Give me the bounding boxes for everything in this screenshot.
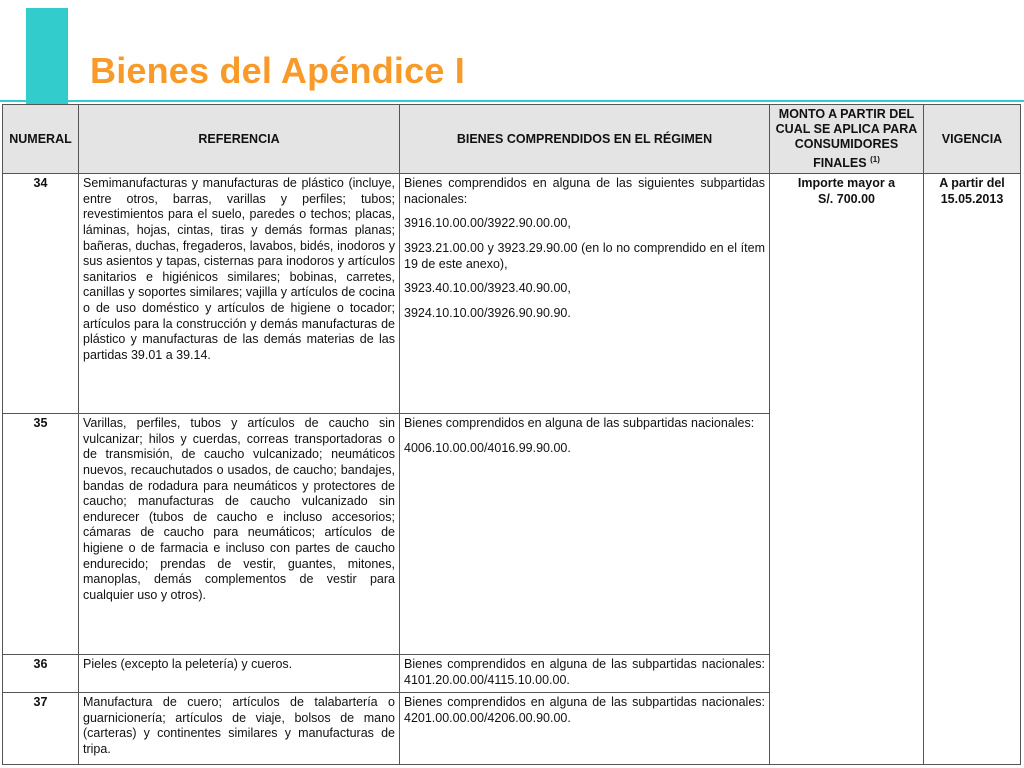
cell-bienes <box>400 174 770 414</box>
slide-title: Bienes del Apéndice I <box>90 50 465 91</box>
bienes-line: 4006.10.00.00/4016.99.90.00. <box>404 440 571 455</box>
table-row-34 <box>3 174 1021 414</box>
monto-line: S/. 700.00 <box>818 191 875 206</box>
header-vigencia: VIGENCIA <box>924 105 1021 174</box>
cell-referencia: Varillas, perfiles, tubos y artículos de caucho sin vulcanizar; hilos y cuerdas, correas transportadoras o de transmisión, de caucho vulcanizado; neumáticos nuevos, recauchutados o usados, de caucho; bandajes, bandas de rodadura para neumáticos y protectores de caucho; manufacturas de caucho vulcanizado sin endurecer (tubos de caucho e incluso accesorios; cámaras de caucho para neumáticos; artículos de higiene o de farmacia e incluso con partes de caucho endurecido; prendas de vestir, guantes, mitones, manoplas, demás complementos de vestir para cualquier uso y otros). <box>79 414 400 655</box>
cell-referencia: Semimanufacturas y manufacturas de plástico (incluye, entre otros, barras, varillas y perfiles; tubos; revestimientos para el suelo, paredes o techos; placas, láminas, hojas, cintas, tiras y demás formas planas; bañeras, duchas, fregaderos, lavabos, bidés, inodoros y sus asientos y tapas, cisternas para inodoros y artículos sanitarios e higiénicos similares; bobinas, carretes, canillas y soportes similares; vajilla y artículos de cocina o de uso doméstico y artículos de higiene o tocador; artículos para la construcción y demás manufacturas de plástico y manufacturas de las demás materias de las partidas 39.01 a 39.14. <box>79 174 400 414</box>
cell-numeral: 36 <box>3 655 79 693</box>
cell-bienes <box>400 414 770 655</box>
header-divider <box>0 100 1024 102</box>
cell-numeral: 35 <box>3 414 79 655</box>
bienes-line: 3923.21.00.00 y 3923.29.90.00 (en lo no comprendido en el ítem 19 de este anexo), <box>404 240 765 271</box>
bienes-line: Bienes comprendidos en alguna de las siguientes subpartidas nacionales: <box>404 176 765 206</box>
header-bienes: BIENES COMPRENDIDOS EN EL RÉGIMEN <box>400 105 770 174</box>
accent-bar <box>26 8 68 104</box>
table-header-row <box>3 105 1021 174</box>
bienes-line: 3924.10.10.00/3926.90.90.90. <box>404 305 571 320</box>
cell-numeral: 37 <box>3 693 79 765</box>
header-monto <box>770 105 924 174</box>
bienes-line: Bienes comprendidos en alguna de las subpartidas nacionales: <box>404 416 755 431</box>
cell-monto <box>770 174 924 765</box>
cell-bienes <box>400 693 770 765</box>
monto-line: Importe mayor a <box>797 176 896 191</box>
header-numeral: NUMERAL <box>3 105 79 174</box>
cell-bienes <box>400 655 770 693</box>
cell-referencia: Pieles (excepto la peletería) y cueros. <box>79 655 400 693</box>
header-monto-label: MONTO A PARTIR DEL CUAL SE APLICA PARA CONSUMIDORES FINALES <box>775 107 918 171</box>
bienes-line: 3923.40.10.00/3923.40.90.00, <box>404 281 571 296</box>
cell-numeral: 34 <box>3 174 79 414</box>
bienes-line: Bienes comprendidos en alguna de las subpartidas nacionales: 4201.00.00.00/4206.00.90.00. <box>404 695 765 725</box>
bienes-line: Bienes comprendidos en alguna de las subpartidas nacionales: 4101.20.00.00/4115.10.00.00. <box>404 657 765 687</box>
header-monto-note: (1) <box>870 155 880 164</box>
appendix-table <box>2 104 1021 765</box>
vigencia-line: A partir del <box>939 176 1005 191</box>
cell-vigencia <box>924 174 1021 765</box>
vigencia-line: 15.05.2013 <box>940 191 1004 206</box>
bienes-line: 3916.10.00.00/3922.90.00.00, <box>404 216 571 231</box>
cell-referencia: Manufactura de cuero; artículos de talabartería o guarnicionería; artículos de viaje, bolsos de mano (carteras) y continentes similares y manufacturas de tripa. <box>79 693 400 765</box>
header-referencia: REFERENCIA <box>79 105 400 174</box>
